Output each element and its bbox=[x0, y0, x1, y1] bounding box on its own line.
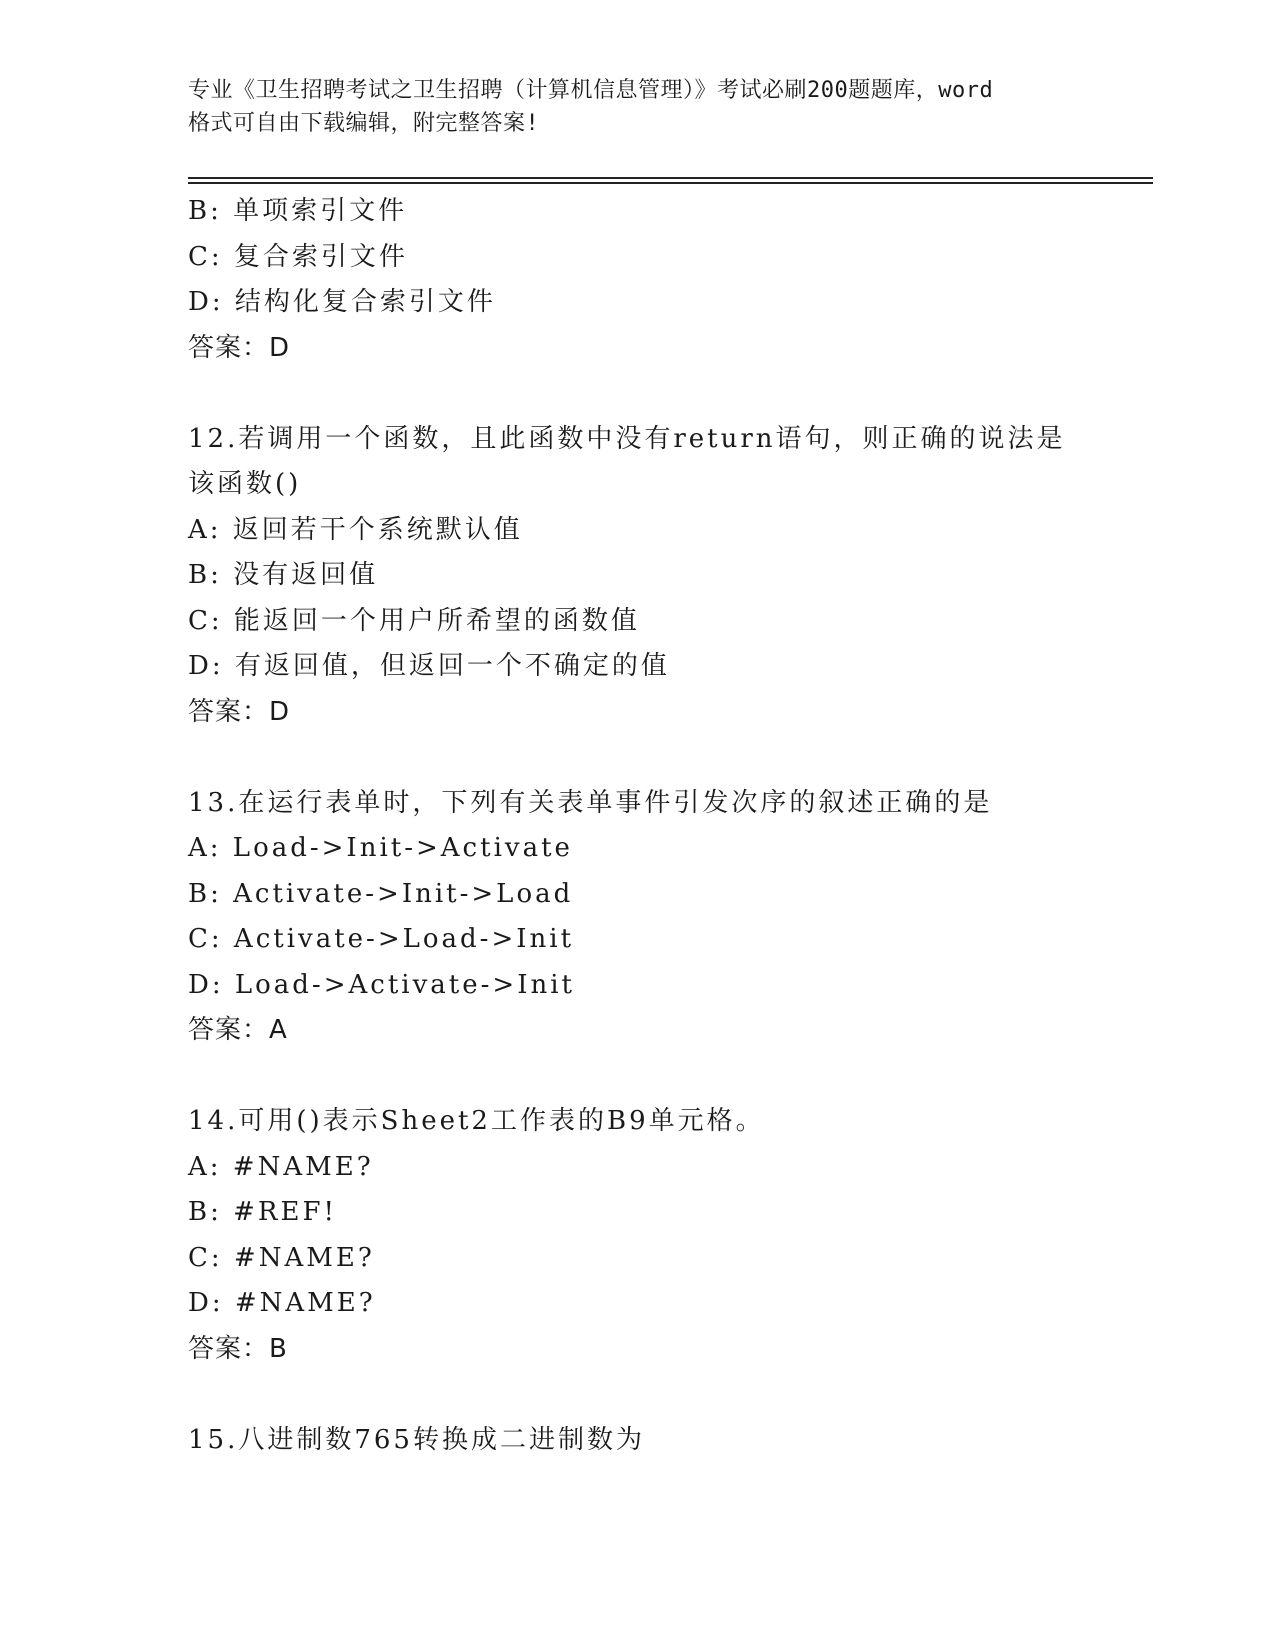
option-c: C: Activate->Load->Init bbox=[188, 924, 575, 954]
option-a: A: 返回若干个系统默认值 bbox=[188, 514, 523, 545]
answer-line: 答案：B bbox=[188, 1333, 288, 1364]
header-line-1: 专业《卫生招聘考试之卫生招聘（计算机信息管理）》考试必刷200题题库，word bbox=[188, 78, 994, 103]
document-header bbox=[188, 74, 1088, 140]
question-stem: 15.八进制数765转换成二进制数为 bbox=[188, 1424, 645, 1455]
question-stem: 14.可用()表示Sheet2工作表的B9单元格。 bbox=[188, 1106, 765, 1136]
option-c: C: 能返回一个用户所希望的函数值 bbox=[188, 605, 640, 636]
option-d: D: 结构化复合索引文件 bbox=[188, 287, 496, 317]
spacer bbox=[188, 735, 1148, 781]
option-b: B: 没有返回值 bbox=[188, 560, 379, 590]
option-d: D: 有返回值，但返回一个不确定的值 bbox=[188, 651, 670, 681]
option-b: B: Activate->Init->Load bbox=[188, 878, 574, 909]
question-12 bbox=[188, 417, 1148, 736]
question-stem: 12.若调用一个函数，且此函数中没有return语句，则正确的说法是 bbox=[188, 423, 1066, 454]
spacer bbox=[188, 371, 1148, 417]
header-rule-top bbox=[188, 177, 1153, 179]
option-b: B: #REF! bbox=[188, 1197, 337, 1227]
header-line-2: 格式可自由下载编辑，附完整答案! bbox=[188, 111, 540, 136]
header-rule-bottom bbox=[188, 182, 1153, 184]
spacer bbox=[188, 1054, 1148, 1100]
question-11 bbox=[188, 189, 1148, 371]
question-stem-continued: 该函数() bbox=[188, 469, 302, 499]
spacer bbox=[188, 1372, 1148, 1418]
option-d: D: #NAME? bbox=[188, 1288, 376, 1318]
option-d: D: Load->Activate->Init bbox=[188, 969, 575, 1000]
option-a: A: #NAME? bbox=[188, 1151, 374, 1182]
answer-line: 答案：A bbox=[188, 1015, 288, 1045]
answer-line: 答案：D bbox=[188, 332, 291, 363]
question-13 bbox=[188, 781, 1148, 1054]
question-15 bbox=[188, 1418, 1148, 1464]
document-body bbox=[188, 189, 1148, 1463]
option-c: C: #NAME? bbox=[188, 1242, 375, 1273]
answer-line: 答案：D bbox=[188, 696, 291, 727]
question-stem: 13.在运行表单时，下列有关表单事件引发次序的叙述正确的是 bbox=[188, 787, 993, 818]
question-14 bbox=[188, 1099, 1148, 1372]
option-a: A: Load->Init->Activate bbox=[188, 833, 573, 863]
option-c: C: 复合索引文件 bbox=[188, 241, 408, 272]
option-b: B: 单项索引文件 bbox=[188, 196, 408, 226]
